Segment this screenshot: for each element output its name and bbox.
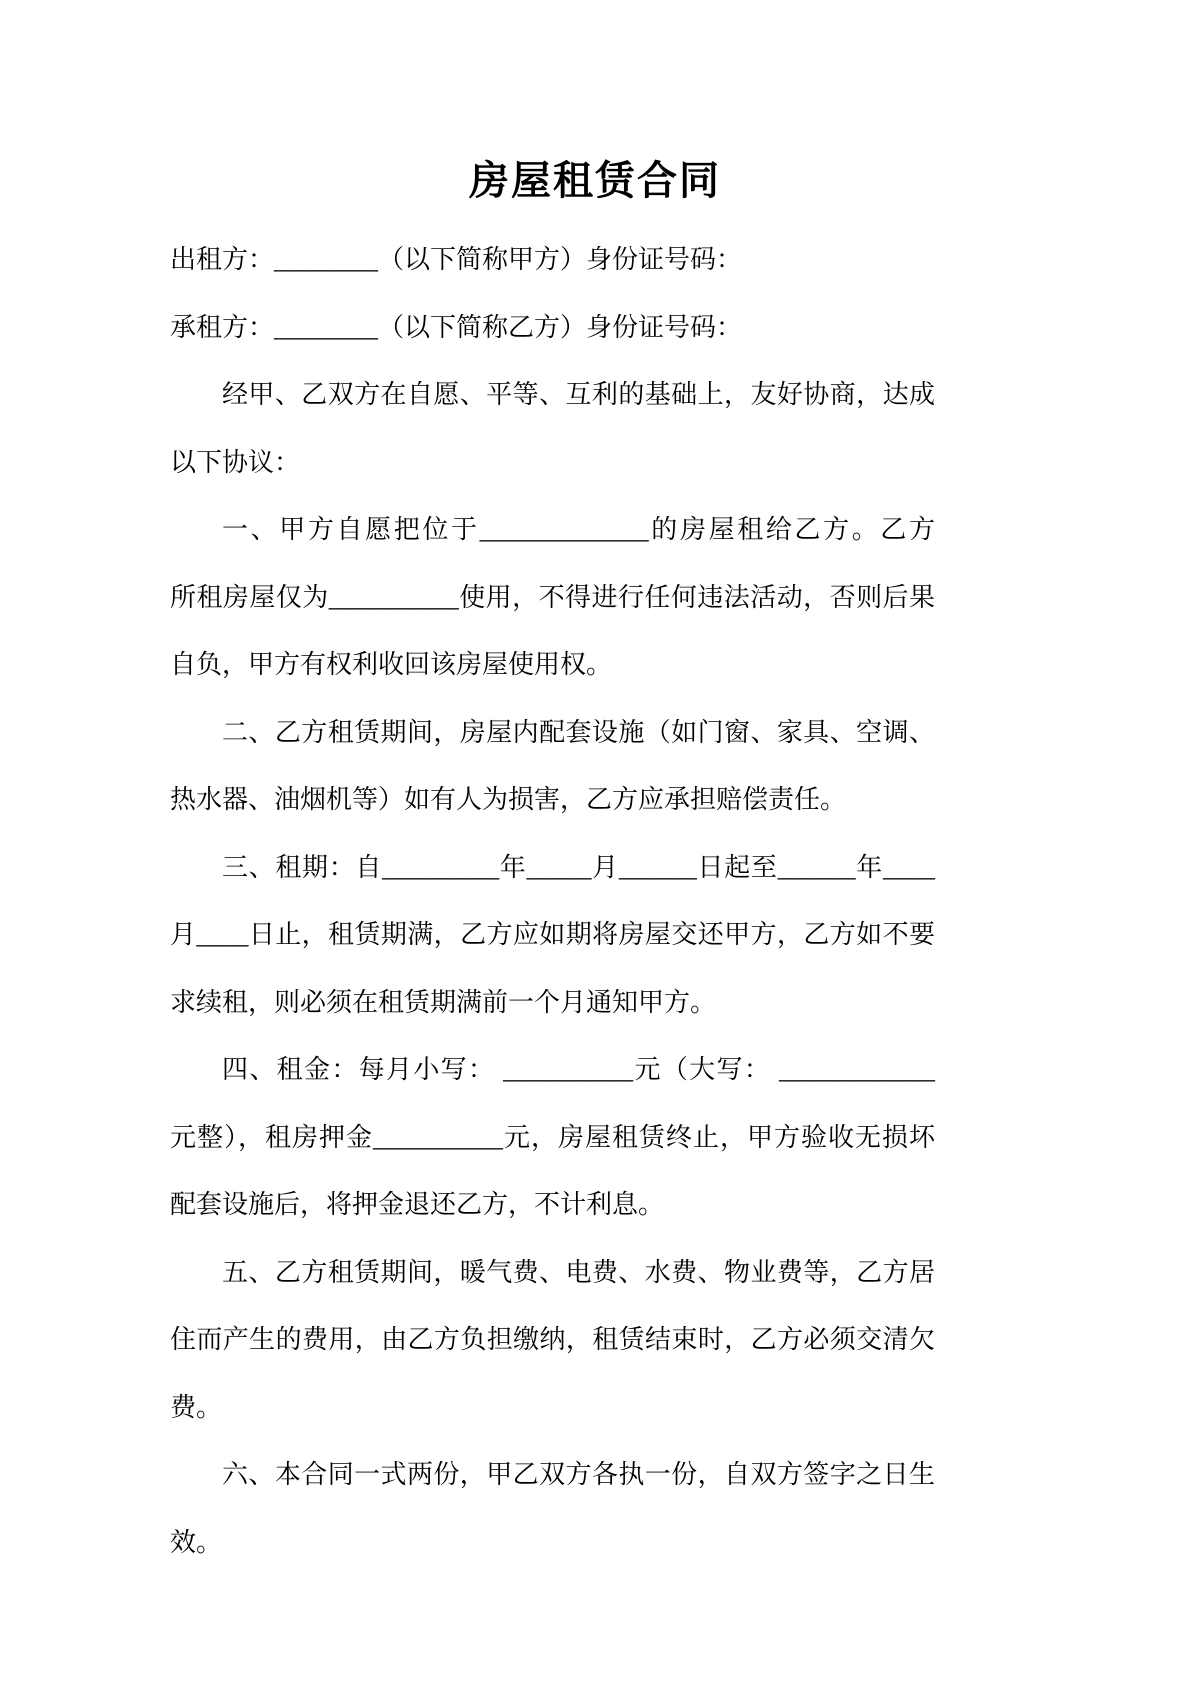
clause-1-line-3: 自负，甲方有权利收回该房屋使用权。 xyxy=(170,650,613,679)
clause-6-line-2: 效。 xyxy=(170,1527,223,1557)
clause-3-line-2: 月____日止，租赁期满，乙方应如期将房屋交还甲方，乙方如不要 xyxy=(170,920,935,949)
clause-1-line-1: 一、甲方自愿把位于_____________的房屋租给乙方。乙方 xyxy=(222,515,935,544)
clause-5-line-1: 五、乙方租赁期间，暖气费、电费、水费、物业费等，乙方居 xyxy=(222,1257,935,1287)
clause-2-line-1: 二、乙方租赁期间，房屋内配套设施（如门窗、家具、空调、 xyxy=(222,717,935,747)
lessor-line: 出租方：________（以下简称甲方）身份证号码： xyxy=(170,245,743,274)
lessee-line: 承租方：________（以下简称乙方）身份证号码： xyxy=(170,312,743,342)
clause-5-line-3: 费。 xyxy=(170,1392,223,1422)
preamble-line-1: 经甲、乙双方在自愿、平等、互利的基础上，友好协商，达成 xyxy=(222,380,935,409)
document-title: 房屋租赁合同 xyxy=(469,158,721,203)
clause-3-line-1: 三、租期：自_________年_____月______日起至______年____ xyxy=(222,852,935,882)
clause-4-line-1: 四、租金：每月小写： __________元（大写： ____________ xyxy=(222,1055,935,1084)
preamble-line-2: 以下协议： xyxy=(170,447,301,477)
clause-6-line-1: 六、本合同一式两份，甲乙双方各执一份，自双方签字之日生 xyxy=(222,1460,935,1489)
clause-2-line-2: 热水器、油烟机等）如有人为损害，乙方应承担赔偿责任。 xyxy=(170,785,847,814)
clause-4-line-2: 元整），租房押金__________元，房屋租赁终止，甲方验收无损坏 xyxy=(170,1122,935,1152)
clause-3-line-3: 求续租，则必须在租赁期满前一个月通知甲方。 xyxy=(170,987,717,1017)
clause-5-line-2: 住而产生的费用，由乙方负担缴纳，租赁结束时，乙方必须交清欠 xyxy=(170,1325,935,1354)
clause-4-line-3: 配套设施后，将押金退还乙方，不计利息。 xyxy=(170,1190,665,1219)
clause-1-line-2: 所租房屋仅为__________使用，不得进行任何违法活动，否则后果 xyxy=(170,582,935,612)
document-body xyxy=(170,226,935,1576)
